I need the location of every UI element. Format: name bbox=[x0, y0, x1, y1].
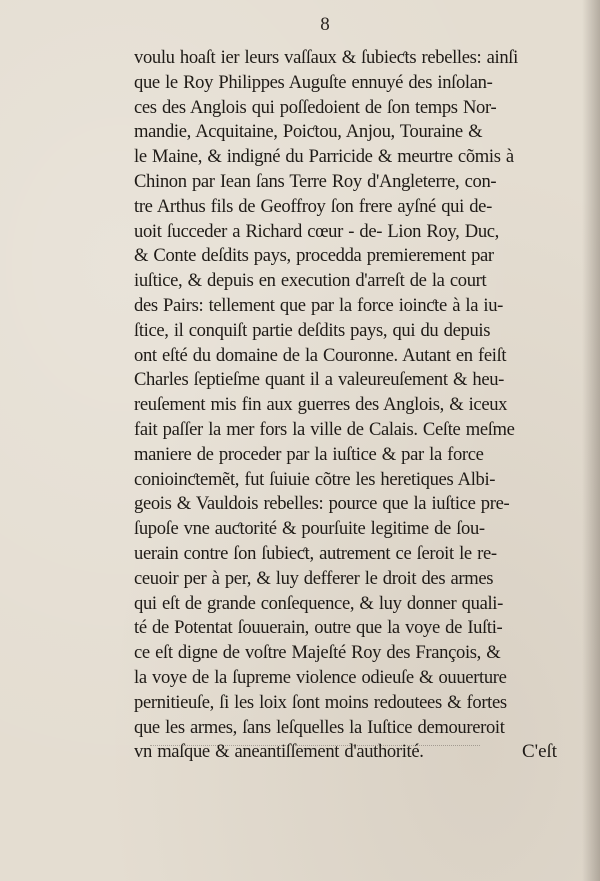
text-line-26: la voye de la ſupreme violence odieuſe & ouuerture bbox=[134, 666, 507, 688]
text-line-8: uoit ſucceder a Richard cœur - de- Lion Roy, Duc, bbox=[134, 220, 499, 242]
text-line-1: voulu hoaſt ier leurs vaſſaux & ſubieƈts rebelles: ainſi bbox=[134, 47, 518, 68]
text-line-17: maniere de proceder par la iuſtice & par la force bbox=[134, 443, 484, 465]
text-line-11: des Pairs: tellement que par la force ioinƈte à la iu- bbox=[134, 294, 504, 316]
text-line-24: té de Potentat ſouuerain, outre que la voye de Iuſti- bbox=[134, 617, 503, 639]
text-line-16: fait paſſer la mer fors la ville de Calais. Ceſte meſme bbox=[134, 418, 515, 440]
text-line-4: mandie, Acquitaine, Poiƈtou, Anjou, Touraine & bbox=[134, 121, 483, 143]
text-line-7: tre Arthus fils de Geoffroy ſon frere ayſné qui de- bbox=[134, 195, 492, 217]
page-number: 8 bbox=[320, 14, 330, 35]
text-line-20: ſupoſe vne auƈtorité & pourſuite legitime de ſou- bbox=[134, 518, 485, 540]
show-through-rule bbox=[150, 745, 480, 747]
text-line-27: pernitieuſe, ſi les loix ſont moins redoutees & fortes bbox=[134, 691, 507, 713]
text-line-29: vn maſque & aneantiſſement d'authorité. bbox=[134, 741, 424, 763]
text-line-13: ont eſté du domaine de la Couronne. Autant en feiſt bbox=[134, 344, 507, 366]
page-edge-shadow bbox=[582, 0, 600, 881]
text-line-12: ſtice, il conquiſt partie deſdits pays, qui du depuis bbox=[134, 319, 491, 341]
text-line-25: ce eſt digne de voſtre Majeſté Roy des François, & bbox=[134, 642, 501, 664]
text-line-22: ceuoir per à per, & luy defferer le droit des armes bbox=[134, 567, 494, 589]
text-line-18: conioinƈtemẽt, fut ſuiuie cõtre les heretiques Albi- bbox=[134, 468, 496, 490]
text-line-3: ces des Anglois qui poſſedoient de ſon temps Nor- bbox=[134, 96, 497, 118]
text-line-28: que les armes, ſans leſquelles la Iuſtice demoureroit bbox=[134, 716, 505, 738]
text-line-21: uerain contre ſon ſubieƈt, autrement ce ſeroit le re- bbox=[134, 542, 497, 564]
text-line-2: que le Roy Philippes Auguſte ennuyé des inſolan- bbox=[134, 71, 493, 93]
text-line-19: geois & Vauldois rebelles: pource que la iuſtice pre- bbox=[134, 493, 510, 515]
catchword: C'eſt bbox=[522, 741, 558, 762]
text-line-14: Charles ſeptieſme quant il a valeureuſement & heu- bbox=[134, 369, 505, 391]
text-line-9: & Conte deſdits pays, procedda premierement par bbox=[134, 245, 494, 267]
text-line-6: Chinon par Iean ſans Terre Roy d'Angleterre, con- bbox=[134, 170, 497, 192]
text-line-15: reuſement mis fin aux guerres des Anglois, & iceux bbox=[134, 394, 508, 416]
text-line-23: qui eſt de grande conſequence, & luy donner quali- bbox=[134, 592, 503, 614]
text-line-5: le Maine, & indigné du Parricide & meurtre cõmis à bbox=[134, 146, 514, 168]
body-text bbox=[134, 46, 574, 765]
text-line-10: iuſtice, & depuis en execution d'arreſt de la court bbox=[134, 270, 487, 292]
